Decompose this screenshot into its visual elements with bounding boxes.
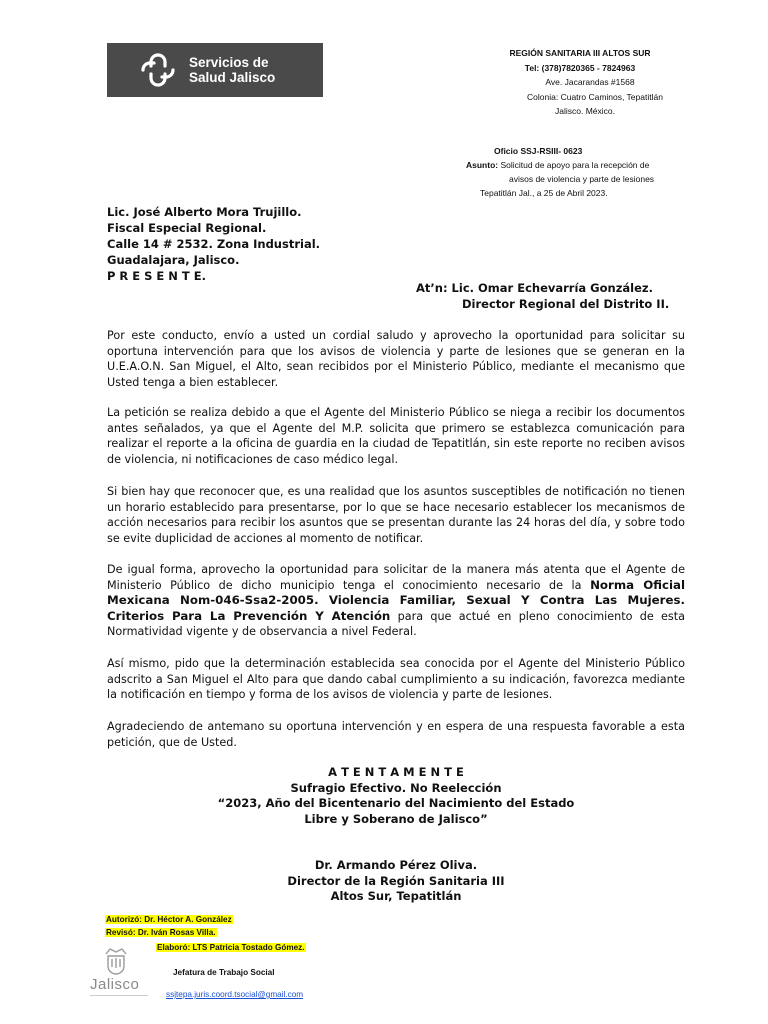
body-paragraph-1: Por este conducto, envío a usted un cordial saludo y aprovecho la oportunidad para solicitar su oportuna intervención para que los avisos de violencia y parte de lesiones que se generan en la U.E.A.O.N. San Miguel, el Alto, sean recibidos por el Ministerio Público, mediante el mecanismo que Usted tenga a bien establecer. [107,329,685,389]
closing-block [107,765,685,827]
jalisco-wordmark: Jalisco [90,976,140,993]
asunto-line-2: avisos de violencia y parte de lesiones [509,174,655,184]
body-paragraph-2: La petición se realiza debido a que el Agente del Ministerio Público se niega a recibir los documentos antes señalados, ya que el Agente del M.P. solicita que primero se establezca comunicación para realizar el reporte a la oficina de guardia en la ciudad de Tepatitlán, sin este reporte no reciben avisos de violencia, ni notificaciones de caso médico legal. [107,406,685,466]
closing-year-line-2: Libre y Soberano de Jalisco” [304,811,488,826]
closing-year-line-1: “2023, Año del Bicentenario del Nacimiento del Estado [217,796,575,810]
attention-block [416,280,669,312]
addressee-presente: P R E S E N T E. [107,269,206,283]
oficio-number [494,145,582,159]
addressee-position: Fiscal Especial Regional. [107,221,267,235]
closing-motto: Sufragio Efectivo. No Reelección [290,780,502,795]
body-paragraph-6: Agradeciendo de antemano su oportuna intervención y en espera de una respuesta favorable a esta petición, que de Usted. [107,720,685,749]
authorized-by-text: Autorizó: Dr. Héctor A. González [106,915,232,924]
wordmark-underline [90,995,148,996]
signatory-name: Dr. Armando Pérez Oliva. [314,858,478,872]
ssj-logo [107,43,323,97]
body-paragraph-5: Así mismo, pido que la determinación establecida sea conocida por el Agente del Ministerio Público adscrito a San Miguel el Alto para que dando cabal cumplimiento a su indicación, favorezca mediante la notificación en tiempo y forma de los avisos de violencia y parte de lesiones. [107,657,685,701]
ssj-logo-icon [137,49,179,91]
logo-line-1: Servicios de [189,55,269,70]
paragraph-4-end: para que actué en pleno conocimiento de esta Normatividad vigente y de observancia a nivel Federal. [107,609,685,638]
signatory-title: Director de la Región Sanitaria III [287,873,505,888]
signature-block [107,858,685,905]
signatory-place: Altos Sur, Tepatitlán [330,889,462,903]
prepared-by-text: Elaboró: LTS Patricia Tostado Gómez. [157,943,305,952]
oficio-number-text: Oficio SSJ-RSIII- 0623 [494,146,583,156]
addressee-name: Lic. José Alberto Mora Trujillo. [107,205,302,219]
header-line-colonia: Colonia: Cuatro Caminos, Tepatitlán [527,91,663,102]
jalisco-crest-icon [100,946,132,976]
closing-atentamente: A T E N T A M E N T E [328,765,464,779]
asunto-text-1: Solicitud de apoyo para la recepción de [500,160,650,170]
norma-reference: Norma Oficial Mexicana Nom-046-Ssa2-2005. Violencia Familiar, Sexual Y Contra Las Mujeres. Criterios Para La Prevención Y Atención [107,577,686,623]
document-date: Tepatitlán Jal., a 25 de Abril 2023. [480,188,608,198]
header-line-region: REGIÓN SANITARIA III ALTOS SUR [509,48,651,58]
addressee-street: Calle 14 # 2532. Zona Industrial. [107,237,321,251]
addressee-city: Guadalajara, Jalisco. [107,253,240,267]
prepared-by [156,935,306,954]
attention-title: Director Regional del Distrito II. [462,297,670,311]
logo-line-2: Salud Jalisco [189,70,276,85]
asunto-line-1 [466,159,649,173]
header-line-street: Ave. Jacarandas #1568 [545,77,635,87]
header-line-phone: Tel: (378)7820365 - 7824963 [524,62,636,73]
header-line-state: Jalisco. México. [555,106,615,116]
asunto-label: Asunto: [466,160,499,170]
paragraph-4-intro: De igual forma, aprovecho la oportunidad para solicitar de la manera más atenta que el Agente de Ministerio Público de dicho municipio tenga el conocimiento necesario de la [107,563,685,592]
body-paragraph-4 [107,562,685,640]
logo-text [189,55,275,85]
body-paragraph-3: Si bien hay que reconocer que, es una realidad que los asuntos susceptibles de notificación no tienen un horario establecido para presentarse, por lo que se hace necesario establecer los mecanismos de acción necesarios para recibir los asuntos que se presentan durante las 24 horas del día, y sobre todo se evite duplicidad de acciones al momento de notificar. [107,485,685,545]
contact-email-link[interactable]: ssjtepa.juris.coord.tsocial@gmail.com [166,990,304,999]
contact-email[interactable] [166,982,303,1001]
institution-header [455,46,705,119]
reviewed-by-text: Revisó: Dr. Iván Rosas Villa. [106,928,216,937]
department-name: Jefatura de Trabajo Social [173,968,275,977]
attention-name: At’n: Lic. Omar Echevarría González. [416,281,653,295]
addressee-block [107,204,320,284]
